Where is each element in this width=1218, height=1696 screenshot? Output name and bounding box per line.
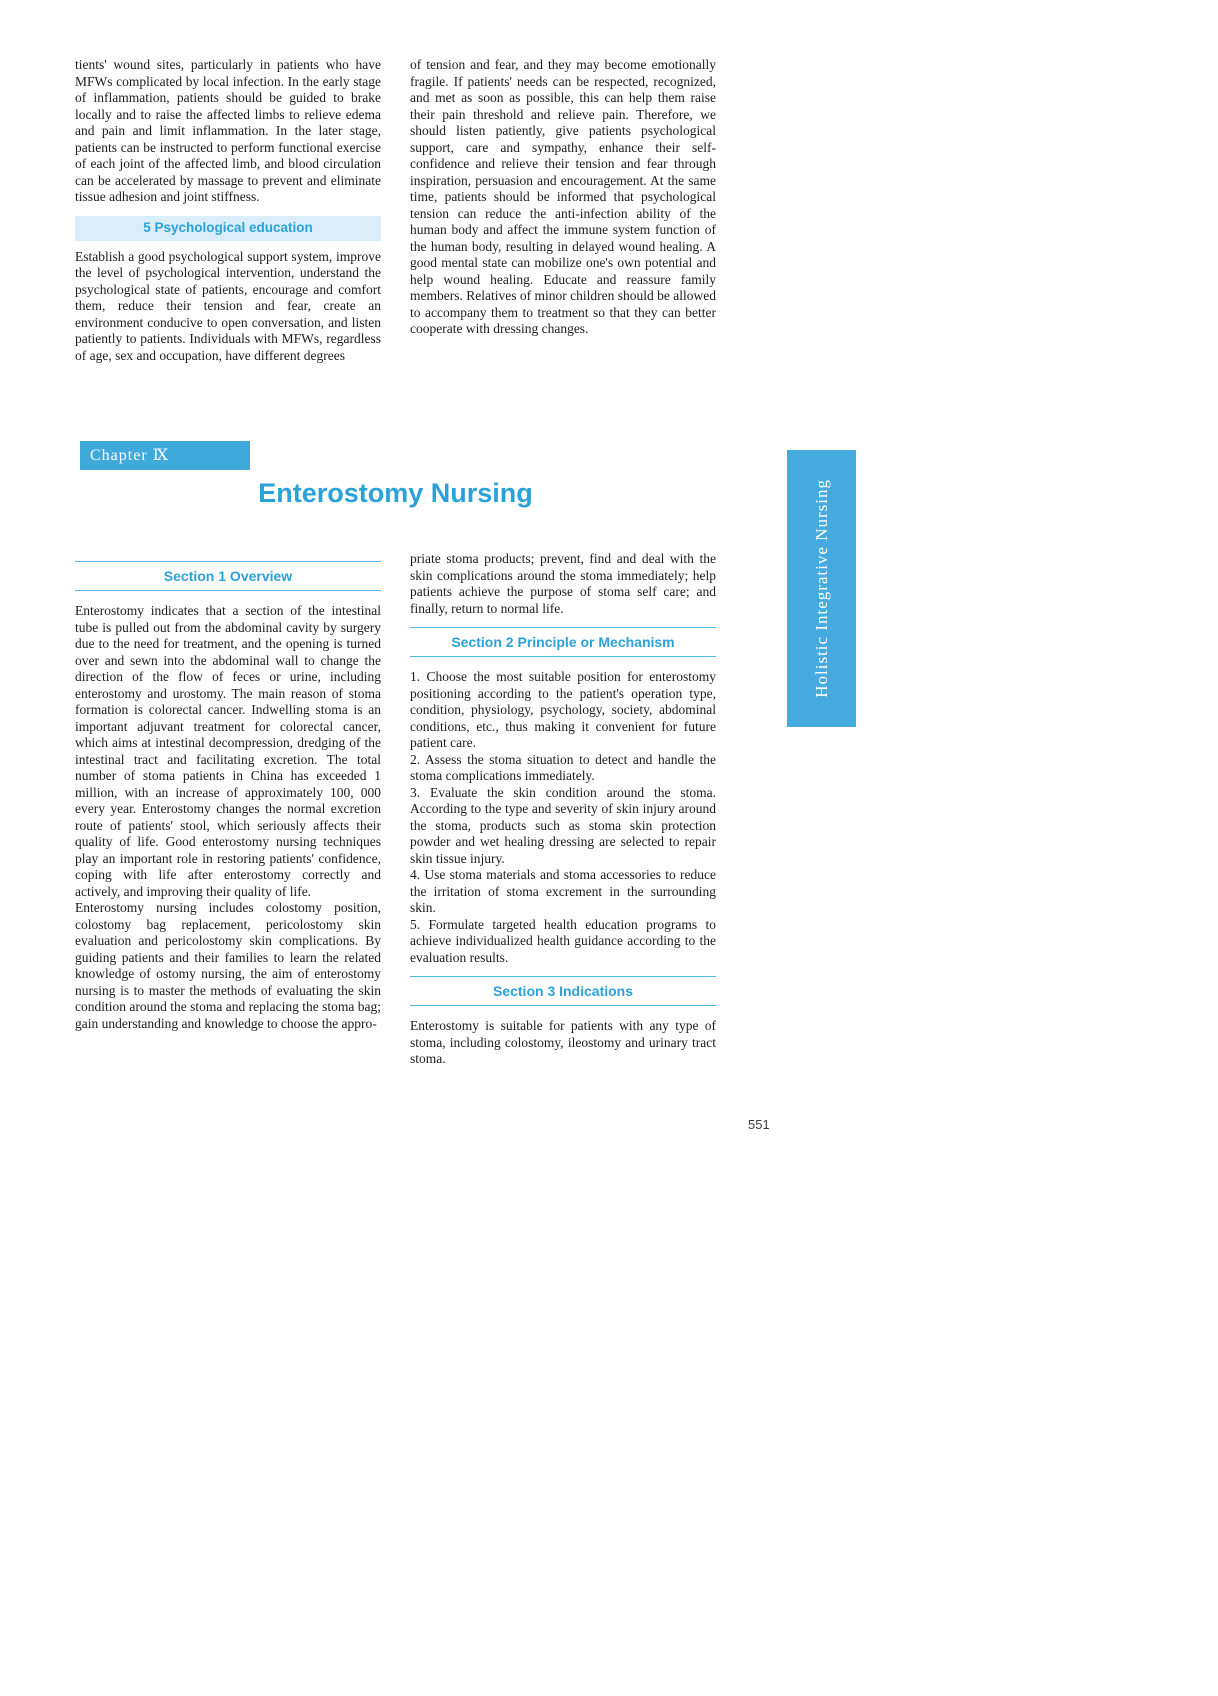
chapter-title: Enterostomy Nursing — [258, 478, 533, 508]
edge-tab-holistic-integrative-nursing — [787, 450, 856, 727]
page-number: 551 — [748, 1117, 770, 1132]
section2-item-1: 1. Choose the most suitable position for enterostomy positioning according to the patient's operation type, condition, physiology, psychology, society, abdominal conditions, etc., thus making it convenient for future patient care. — [410, 669, 716, 750]
paragraph-psychological-support: Establish a good psychological support system, improve the level of psychological intervention, understand the psychological state of patients, encourage and comfort them, reduce their tension and fear, create an environment conducive to open conversation, and listen patiently to patients. Individuals with MFWs, regardless of age, sex and occupation, have different degrees — [75, 248, 381, 363]
section2-item-5: 5. Formulate targeted health education programs to achieve individualized health guidance according to the evaluation results. — [410, 916, 716, 965]
section3-paragraph: Enterostomy is suitable for patients with any type of stoma, including colostomy, ileostomy and urinary tract stoma. — [410, 1018, 716, 1066]
paragraph-wound-care: tients' wound sites, particularly in patients who have MFWs complicated by local infection. In the early stage of inflammation, patients should be guided to brake locally and to raise the affected limbs to relieve edema and pain and limit inflammation. In the later stage, patients can be instructed to perform functional exercise of each joint of the affected limb, and blood circulation can be accelerated by massage to prevent and eliminate tissue adhesion and joint stiffness. — [75, 57, 381, 204]
section1-column — [75, 561, 381, 1032]
top-right-column — [410, 57, 716, 338]
section1-paragraph-1: Enterostomy indicates that a section of the intestinal tube is pulled out from the abdominal cavity by surgery due to the need for treatment, and the opening is turned over and sewn into the abdominal wall to change the direction of the flow of feces or urine, including enterostomy and urostomy. The main reason of stoma formation is colorectal cancer. Indwelling stoma is an important adjuvant treatment for colorectal cancer, which aims at intestinal decompression, dredging of the intestinal tract and facilitating excretion. The total number of stoma patients in China has exceeded 1 million, with an increase of approximately 100, 000 every year. Enterostomy changes the normal excretion route of patients' stool, which seriously affects their quality of life. Good enterostomy nursing techniques play an important role in restoring patients' confidence, coping with life after enterostomy correctly and actively, and improving their quality of life. — [75, 603, 381, 899]
section2-3-column — [410, 551, 716, 1068]
chapter-banner-label: Chapter Ⅸ — [90, 447, 170, 464]
section1-heading: Section 1 Overview — [75, 561, 381, 591]
section2-item-4: 4. Use stoma materials and stoma accessories to reduce the irritation of stoma excrement in the surrounding skin. — [410, 867, 716, 915]
subheading-psychological-education — [75, 216, 381, 241]
edge-tab-label: Holistic Integrative Nursing — [811, 479, 831, 698]
chapter-banner — [80, 441, 250, 470]
section2-heading: Section 2 Principle or Mechanism — [410, 627, 716, 657]
section2-item-3: 3. Evaluate the skin condition around the stoma. According to the type and severity of skin injury around the stoma, products such as stoma skin protection powder and wet healing dressing are selected to repair skin tissue injury. — [410, 784, 716, 866]
section3-heading: Section 3 Indications — [410, 976, 716, 1006]
top-left-column — [75, 57, 381, 364]
section2-item-2: 2. Assess the stoma situation to detect and handle the stoma complications immediately. — [410, 751, 716, 783]
subheading-psychological-education-label: 5 Psychological education — [143, 219, 313, 235]
section1-paragraph-2: Enterostomy nursing includes colostomy position, colostomy bag replacement, pericolostomy skin evaluation and pericolostomy skin complications. By guiding patients and their families to learn the related knowledge of ostomy nursing, the aim of enterostomy nursing is to master the methods of evaluating the skin condition around the stoma and replacing the stoma bag; gain understanding and knowledge to choose the appro- — [75, 900, 381, 1031]
section1-paragraph-2-continuation: priate stoma products; prevent, find and deal with the skin complications around the stoma immediately; help patients achieve the purpose of stoma self care; and finally, return to normal life. — [410, 551, 716, 616]
paragraph-tension-fear: of tension and fear, and they may become emotionally fragile. If patients' needs can be respected, recognized, and met as soon as possible, this can help them raise their pain threshold and relieve pain. Therefore, we should listen patiently, give patients psychological support, care and sympathy, enhance their self-confidence and relieve their tension and fear through inspiration, persuasion and encouragement. At the same time, patients should be informed that psychological tension can reduce the anti-infection ability of the human body and affect the immune system function of the human body, resulting in delayed wound healing. A good mental state can mobilize one's own potential and help wound healing. Educate and reassure family members. Relatives of minor children should be allowed to accompany them to treatment so that they can better cooperate with dressing changes. — [410, 57, 716, 336]
